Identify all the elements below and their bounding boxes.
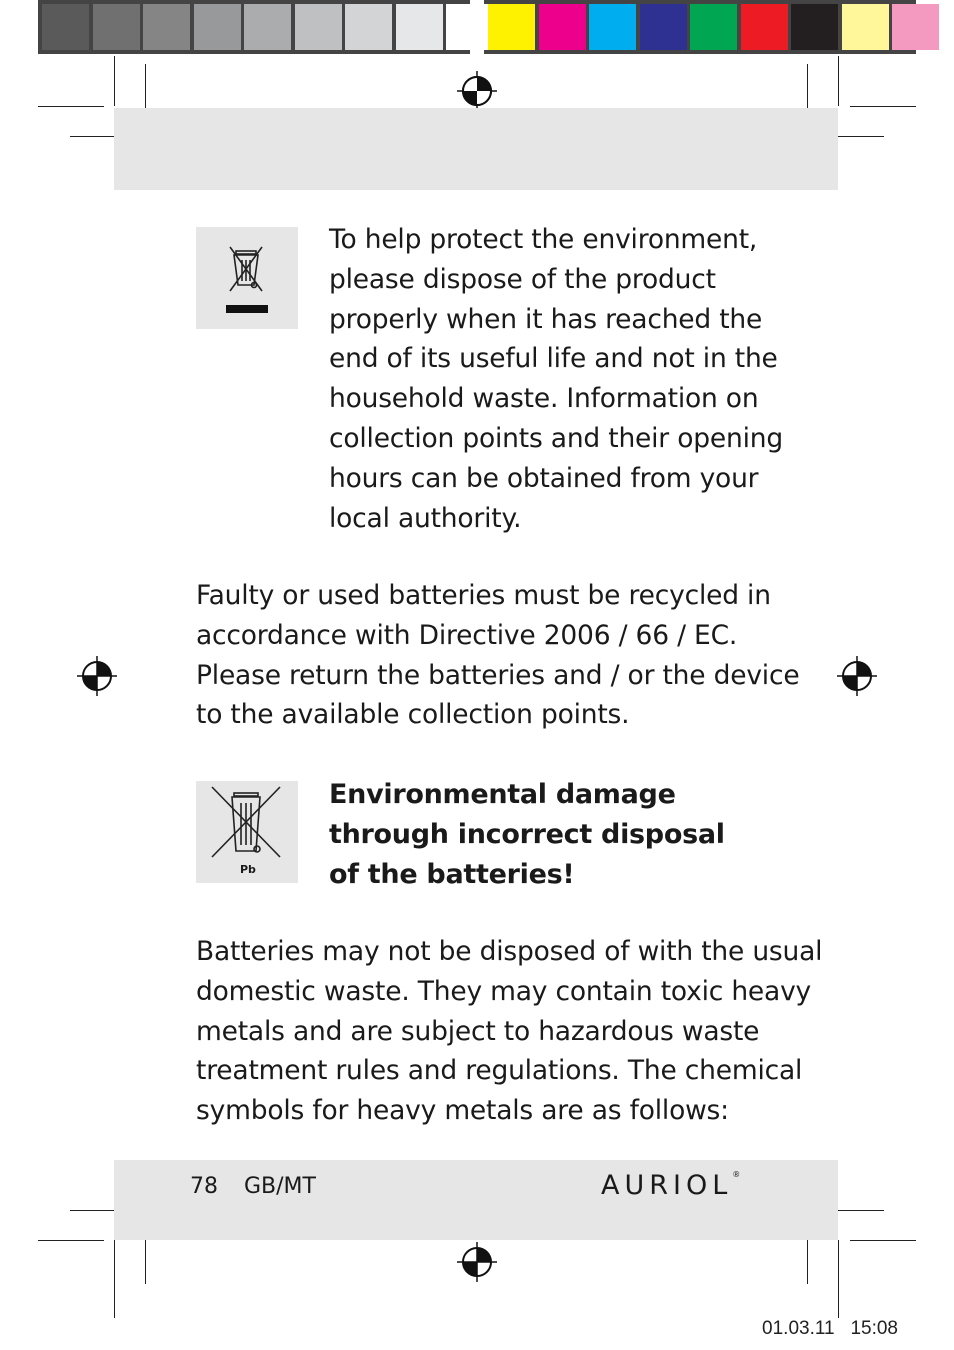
grey-swatch (446, 4, 493, 50)
text-line: metals and are subject to hazardous waste (196, 1015, 760, 1047)
crop-mark (114, 1240, 115, 1318)
header-band (114, 108, 838, 190)
color-swatch (842, 4, 889, 50)
grey-swatch (295, 4, 342, 50)
color-swatch (539, 4, 586, 50)
color-swatch (741, 4, 788, 50)
warning-heading (329, 775, 725, 894)
print-stamp (762, 1318, 898, 1340)
registered-mark: ® (732, 1170, 741, 1179)
pb-label: Pb (240, 863, 256, 876)
print-time: 15:08 (850, 1318, 898, 1339)
text-line: To help protect the environment, (329, 224, 758, 255)
grey-swatch (244, 4, 291, 50)
crop-mark (850, 106, 916, 107)
crop-mark (850, 1240, 916, 1241)
text-line: hours can be obtained from your (329, 462, 759, 494)
battery-bin-icon-box (196, 781, 298, 883)
warning-line: through incorrect disposal (329, 818, 725, 850)
brand-logo (601, 1170, 740, 1201)
grey-swatch (93, 4, 140, 50)
brand-name: AURIOL (601, 1170, 733, 1201)
text-line: Faulty or used batteries must be recycled in (196, 580, 771, 611)
text-line: symbols for heavy metals are as follows: (196, 1095, 729, 1127)
text-line: accordance with Directive 2006 / 66 / EC. (196, 619, 738, 651)
crop-mark (38, 106, 104, 107)
weee-text (329, 220, 783, 538)
locale-code: GB/MT (244, 1174, 316, 1199)
color-swatch (488, 4, 535, 50)
color-swatch (690, 4, 737, 50)
text-line: treatment rules and regulations. The chemical (196, 1055, 803, 1087)
heavy-metals-text (196, 932, 822, 1131)
text-line: collection points and their opening (329, 422, 783, 454)
text-line: Batteries may not be disposed of with the usual (196, 936, 823, 967)
crossed-wheelie-bin-icon (196, 227, 298, 329)
grey-swatch (42, 4, 89, 50)
grey-swatch (194, 4, 241, 50)
warning-line: of the batteries! (329, 858, 575, 890)
print-date: 01.03.11 (762, 1318, 835, 1339)
text-line: local authority. (329, 502, 522, 534)
text-line: domestic waste. They may contain toxic heavy (196, 975, 812, 1007)
batteries-text (196, 576, 799, 735)
crop-mark (838, 1240, 839, 1318)
crop-mark (114, 56, 115, 106)
crop-mark (838, 56, 839, 106)
registration-mark-icon (77, 656, 117, 696)
crop-mark (38, 1240, 104, 1241)
color-swatch (640, 4, 687, 50)
registration-mark-icon (837, 656, 877, 696)
color-swatch (892, 4, 939, 50)
registration-mark-icon (457, 71, 497, 111)
crop-mark (830, 1210, 884, 1211)
warning-line: Environmental damage (329, 779, 676, 810)
registration-mark-icon (457, 1242, 497, 1282)
grey-swatch (143, 4, 190, 50)
crop-mark (830, 136, 884, 137)
grey-swatch (345, 4, 392, 50)
text-line: Please return the batteries and / or the device (196, 659, 800, 691)
color-swatch (791, 4, 838, 50)
text-line: please dispose of the product (329, 263, 716, 295)
page-number: 78 (190, 1174, 218, 1199)
text-line: end of its useful life and not in the (329, 343, 778, 375)
text-line: to the available collection points. (196, 699, 630, 731)
text-line: properly when it has reached the (329, 303, 763, 335)
color-swatch (589, 4, 636, 50)
text-line: household waste. Information on (329, 383, 759, 415)
weee-icon-box (196, 227, 298, 329)
grey-swatch (396, 4, 443, 50)
